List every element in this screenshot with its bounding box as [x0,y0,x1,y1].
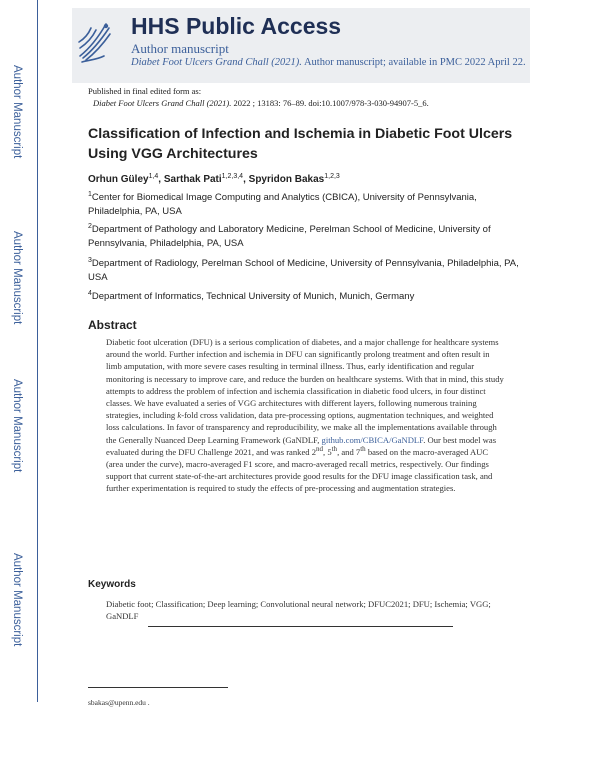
abstract-text: Diabetic foot ulceration (DFU) is a serious complication of diabetes, and a major challenge for healthcare systems around the world. Further infection and ischemia in DFU can significantly prolong treatment and often result in limb amputation, with more severe cases resulting in terminal illness. Thus, early identification and regular monitoring is necessary to improve care, and reduce the burden on healthcare systems. With that in mind, this study attempts to address the problem of infection and ischemia classification in diabetic food ulcers, in four distinct classes. We have evaluated a series of VGG architectures with different layers, following numerous training strategies, including k-fold cross validation, data pre-processing options, augmentation techniques, and weighted loss calculations. In favor of transparency and reproducibility, we make all the implementations available through the Generally Nuanced Deep Learning Framework (GaNDLF, github.com/CBICA/GaNDLF. Our best model was evaluated during the DFU Challenge 2021, and was ranked 2nd, 5th, and 7th based on the macro-averaged AUC (area under the curve), macro-averaged F1 score, and macro-averaged recall metrics, respectively. Our findings support that current state-of-the-art architectures provide good results for the DFU image classification task, and further experimentation is required to study the effects of pre-processing and augmentation strategies. [106,337,504,494]
abstract-heading: Abstract [88,318,137,332]
keywords-heading: Keywords [88,579,136,590]
footnote-email: sbakas@upenn.edu . [88,698,150,707]
paper-title: Classification of Infection and Ischemia in Diabetic Foot Ulcers Using VGG Architectures [88,126,513,162]
gandlf-link[interactable]: github.com/CBICA/GaNDLF [321,434,424,445]
published-info: Published in final edited form as: Diabet Foot Ulcers Grand Chall (2021). 2022 ; 13183: 76–89. doi:10.1007/978-3-030-94907-5_6. [88,86,429,108]
author-name: Spyridon Bakas [248,174,325,185]
side-label: Author Manuscript [11,231,23,325]
side-label: Author Manuscript [11,379,23,473]
affiliation: $^1$Center for Biomedical Image Computing and Analytics (CBICA), University of Pennsylvania, Philadelphia, PA, USA [88,191,477,217]
side-label: Author Manuscript [11,65,23,159]
manuscript-label: Author manuscript [131,41,229,56]
author-name: Sarthak Pati [163,174,222,185]
affiliation: $^2$Department of Pathology and Laboratory Medicine, Perelman School of Medicine, University of Pennsylvania, Philadelphia, PA, USA [88,223,491,249]
footnote-divider [88,687,228,688]
hhs-eagle-logo-icon [76,18,112,66]
hhs-title: HHS Public Access [131,13,342,39]
author-list: Orhun Güley$^{1,4}$, Sarthak Pati$^{1,2,3,4}$, Spyridon Bakas$^{1,2,3}$ [88,173,340,185]
affiliation: $^3$Department of Radiology, Perelman School of Medicine, University of Pennsylvania, Philadelphia, PA, USA [88,257,519,283]
affiliation: $^4$Department of Informatics, Technical University of Munich, Munich, Germany [88,290,415,302]
side-label: Author Manuscript [11,553,23,647]
keywords-divider [148,626,453,627]
header-citation: Diabet Foot Ulcers Grand Chall (2021). Author manuscript; available in PMC 2022 April 22. [131,57,526,68]
author-name: Orhun Güley [88,174,149,185]
keywords-text: Diabetic foot; Classification; Deep learning; Convolutional neural network; DFUC2021; DFU; Ischemia; VGG; GaNDLF [106,599,491,622]
margin-rule [37,0,38,702]
